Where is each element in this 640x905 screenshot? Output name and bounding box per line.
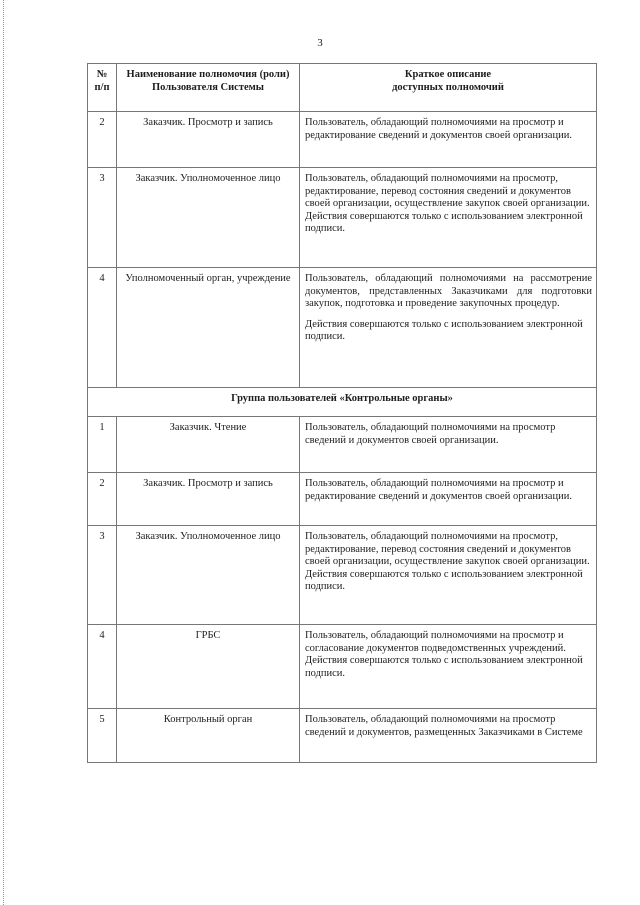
row-description: Пользователь, обладающий полномочиями на просмотр и согласование документов подведомственных учреждений. Действия совершаются только с использованием электронной подписи. [300,625,597,709]
row-description-para-2: Действия совершаются только с использованием электронной подписи. [305,318,583,343]
row-description: Пользователь, обладающий полномочиями на просмотр и редактирование сведений и документов своей организации. [300,112,597,168]
table-row [88,709,597,763]
row-description: Пользователь, обладающий полномочиями на просмотр, редактирование, перевод состояния сведений и документов своей организации, осуществление закупок своей организации. Действия совершаются только с использованием электронной подписи. [300,526,597,625]
header-role-name: Наименование полномочия (роли) Пользователя Системы [117,64,300,112]
table-row [88,417,597,473]
row-description-para-1: Пользователь, обладающий полномочиями на рассмотрение документов, представленных Заказчиками для подготовки закупок, подготовка и проведение закупочных процедур. [305,273,592,310]
row-num: 5 [88,709,117,763]
group-row [88,388,597,417]
row-role-name: Заказчик. Уполномоченное лицо [117,168,300,268]
row-role-name: ГРБС [117,625,300,709]
row-num: 4 [88,625,117,709]
row-role-name: Заказчик. Просмотр и запись [117,112,300,168]
row-num: 4 [88,268,117,388]
row-role-name: Заказчик. Чтение [117,417,300,473]
row-num: 2 [88,112,117,168]
row-description [300,268,597,388]
row-role-name: Контрольный орган [117,709,300,763]
header-row [88,64,597,112]
row-description: Пользователь, обладающий полномочиями на просмотр, редактирование, перевод состояния сведений и документов своей организации, осуществление закупок своей организации. Действия совершаются только с использованием электронной подписи. [300,168,597,268]
row-role-name: Уполномоченный орган, учреждение [117,268,300,388]
header-num: № п/п [88,64,117,112]
row-num: 3 [88,168,117,268]
row-role-name: Заказчик. Просмотр и запись [117,473,300,526]
table-row [88,268,597,388]
row-num: 3 [88,526,117,625]
roles-table [87,63,597,763]
row-num: 1 [88,417,117,473]
header-description [300,64,597,112]
header-description-line-2: доступных полномочий [392,81,504,93]
row-description: Пользователь, обладающий полномочиями на просмотр сведений и документов, размещенных Заказчиками в Системе [300,709,597,763]
table-row [88,473,597,526]
row-description: Пользователь, обладающий полномочиями на просмотр сведений и документов своей организации. [300,417,597,473]
page-number: 3 [317,37,323,49]
table-row [88,168,597,268]
row-num: 2 [88,473,117,526]
row-description: Пользователь, обладающий полномочиями на просмотр и редактирование сведений и документов своей организации. [300,473,597,526]
group-title: Группа пользователей «Контрольные органы» [88,388,597,417]
row-role-name: Заказчик. Уполномоченное лицо [117,526,300,625]
scan-edge [0,0,4,905]
table-row [88,526,597,625]
table-row [88,112,597,168]
header-description-line-1: Краткое описание [404,69,492,80]
table-row [88,625,597,709]
